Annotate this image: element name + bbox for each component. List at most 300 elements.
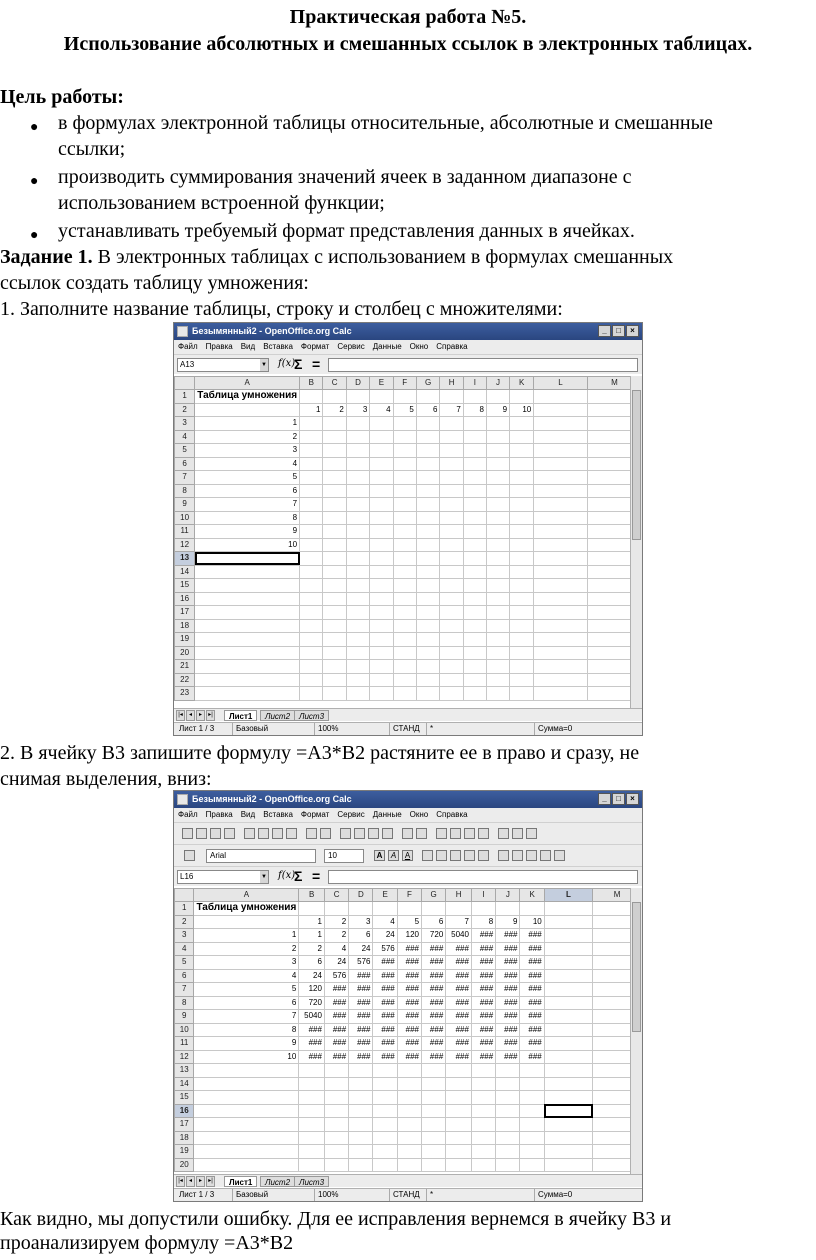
cell[interactable] bbox=[534, 390, 588, 404]
cell[interactable]: 9 bbox=[496, 915, 520, 929]
cell[interactable] bbox=[510, 525, 534, 539]
cell[interactable] bbox=[323, 687, 346, 701]
cell[interactable] bbox=[440, 457, 463, 471]
cell[interactable] bbox=[393, 430, 416, 444]
cell[interactable]: 576 bbox=[349, 956, 373, 970]
cell[interactable]: ### bbox=[446, 969, 472, 983]
maximize-button[interactable]: □ bbox=[612, 325, 625, 337]
column-header[interactable]: M bbox=[593, 889, 642, 902]
cell[interactable] bbox=[486, 646, 509, 660]
cell[interactable]: ### bbox=[373, 1010, 397, 1024]
cell[interactable] bbox=[300, 471, 323, 485]
row-header[interactable]: 15 bbox=[175, 579, 195, 593]
cell[interactable] bbox=[393, 660, 416, 674]
tab-sheet2[interactable]: Лист2 bbox=[260, 1176, 295, 1187]
cell[interactable] bbox=[393, 417, 416, 431]
cell[interactable] bbox=[300, 633, 323, 647]
styles-icon[interactable] bbox=[184, 850, 195, 861]
cell[interactable] bbox=[323, 538, 346, 552]
cell[interactable] bbox=[195, 565, 300, 579]
cell[interactable] bbox=[346, 511, 369, 525]
row-header[interactable]: 21 bbox=[175, 660, 195, 674]
column-header[interactable]: F bbox=[397, 889, 421, 902]
cell[interactable] bbox=[486, 606, 509, 620]
cell[interactable] bbox=[422, 1077, 446, 1091]
cell[interactable]: 576 bbox=[373, 942, 397, 956]
cell[interactable] bbox=[346, 457, 369, 471]
cell[interactable]: ### bbox=[496, 929, 520, 943]
row-header[interactable]: 17 bbox=[175, 606, 195, 620]
align-center-icon[interactable] bbox=[436, 850, 447, 861]
cell[interactable]: ### bbox=[446, 1050, 472, 1064]
cell[interactable] bbox=[323, 390, 346, 404]
cell[interactable] bbox=[397, 1064, 421, 1078]
cell[interactable] bbox=[463, 646, 486, 660]
cell[interactable]: ### bbox=[422, 983, 446, 997]
vertical-scrollbar[interactable] bbox=[630, 376, 642, 709]
cell[interactable]: 2 bbox=[299, 942, 325, 956]
minimize-button[interactable]: _ bbox=[598, 793, 611, 805]
cell[interactable] bbox=[471, 1118, 495, 1132]
menu-item[interactable]: Данные bbox=[372, 810, 402, 819]
row-header[interactable]: 10 bbox=[175, 1023, 194, 1037]
cell[interactable] bbox=[370, 660, 393, 674]
cell[interactable] bbox=[397, 1131, 421, 1145]
cell[interactable] bbox=[446, 1077, 472, 1091]
cell[interactable]: ### bbox=[349, 1037, 373, 1051]
cell[interactable]: ### bbox=[471, 996, 495, 1010]
cell[interactable] bbox=[440, 565, 463, 579]
sort-descending-icon[interactable] bbox=[464, 828, 475, 839]
cell[interactable] bbox=[463, 484, 486, 498]
cell[interactable]: 1 bbox=[195, 417, 300, 431]
row-header[interactable]: 23 bbox=[175, 687, 195, 701]
menu-item[interactable]: Окно bbox=[409, 342, 429, 351]
cell[interactable] bbox=[300, 619, 323, 633]
cell[interactable] bbox=[463, 606, 486, 620]
row-header[interactable]: 4 bbox=[175, 430, 195, 444]
cell[interactable] bbox=[324, 1064, 348, 1078]
cell[interactable] bbox=[370, 592, 393, 606]
align-right-icon[interactable] bbox=[450, 850, 461, 861]
edit-file-icon[interactable] bbox=[244, 828, 255, 839]
cell[interactable] bbox=[446, 1131, 472, 1145]
cell[interactable] bbox=[300, 660, 323, 674]
cell[interactable] bbox=[300, 687, 323, 701]
cell[interactable] bbox=[194, 1131, 299, 1145]
cell[interactable]: 4 bbox=[195, 457, 300, 471]
cell[interactable] bbox=[471, 1077, 495, 1091]
cell[interactable] bbox=[346, 538, 369, 552]
sum-icon[interactable]: Σ bbox=[294, 868, 303, 884]
cell[interactable] bbox=[463, 619, 486, 633]
new-document-icon[interactable] bbox=[182, 828, 193, 839]
cell[interactable]: ### bbox=[496, 969, 520, 983]
cell[interactable] bbox=[346, 687, 369, 701]
cell[interactable]: 3 bbox=[195, 444, 300, 458]
tab-sheet2[interactable]: Лист2 bbox=[260, 710, 295, 721]
cell[interactable]: 8 bbox=[195, 511, 300, 525]
cell[interactable] bbox=[393, 619, 416, 633]
cell[interactable] bbox=[370, 579, 393, 593]
row-header[interactable]: 17 bbox=[175, 1118, 194, 1132]
row-header[interactable]: 9 bbox=[175, 498, 195, 512]
cell[interactable]: ### bbox=[496, 1037, 520, 1051]
cell[interactable] bbox=[440, 687, 463, 701]
cell[interactable]: 4 bbox=[370, 403, 393, 417]
cell[interactable]: 3 bbox=[346, 403, 369, 417]
row-header[interactable]: 2 bbox=[175, 915, 194, 929]
cell[interactable] bbox=[440, 673, 463, 687]
cell[interactable] bbox=[510, 673, 534, 687]
cell[interactable] bbox=[393, 565, 416, 579]
cell[interactable] bbox=[534, 687, 588, 701]
cell[interactable] bbox=[393, 633, 416, 647]
menu-item[interactable]: Справка bbox=[436, 342, 468, 351]
cell[interactable] bbox=[463, 673, 486, 687]
cell[interactable] bbox=[534, 511, 588, 525]
cell[interactable]: ### bbox=[324, 996, 348, 1010]
cell[interactable] bbox=[416, 525, 440, 539]
cell[interactable] bbox=[195, 687, 300, 701]
cell[interactable] bbox=[486, 660, 509, 674]
cell[interactable] bbox=[346, 633, 369, 647]
cell[interactable]: ### bbox=[520, 1037, 544, 1051]
menu-item[interactable]: Формат bbox=[300, 810, 330, 819]
cell[interactable] bbox=[370, 525, 393, 539]
cell[interactable] bbox=[486, 552, 509, 566]
cell[interactable]: ### bbox=[299, 1023, 325, 1037]
cell[interactable] bbox=[510, 579, 534, 593]
row-header[interactable]: 14 bbox=[175, 1077, 194, 1091]
cell[interactable] bbox=[299, 1104, 325, 1118]
column-header[interactable]: B bbox=[300, 377, 323, 390]
cell[interactable]: ### bbox=[373, 983, 397, 997]
cell[interactable]: ### bbox=[520, 1023, 544, 1037]
cell[interactable] bbox=[544, 1091, 592, 1105]
cell[interactable] bbox=[195, 403, 300, 417]
cell[interactable] bbox=[486, 471, 509, 485]
cell[interactable] bbox=[194, 915, 299, 929]
cell[interactable] bbox=[463, 525, 486, 539]
cell[interactable] bbox=[323, 606, 346, 620]
cell[interactable] bbox=[300, 646, 323, 660]
cell[interactable] bbox=[544, 1010, 592, 1024]
cell[interactable]: ### bbox=[496, 956, 520, 970]
cell[interactable]: ### bbox=[422, 969, 446, 983]
open-icon[interactable] bbox=[196, 828, 207, 839]
cell[interactable] bbox=[300, 565, 323, 579]
cell[interactable] bbox=[194, 1104, 299, 1118]
cell[interactable] bbox=[440, 579, 463, 593]
cell[interactable] bbox=[544, 996, 592, 1010]
cell[interactable] bbox=[544, 983, 592, 997]
cell[interactable] bbox=[397, 1118, 421, 1132]
cell[interactable]: ### bbox=[446, 1023, 472, 1037]
cell[interactable]: ### bbox=[349, 969, 373, 983]
cell[interactable] bbox=[416, 417, 440, 431]
cell[interactable] bbox=[195, 592, 300, 606]
cell[interactable]: 7 bbox=[440, 403, 463, 417]
formula-input[interactable] bbox=[328, 870, 638, 884]
cell[interactable]: ### bbox=[471, 969, 495, 983]
row-header[interactable]: 13 bbox=[175, 552, 195, 566]
cell[interactable] bbox=[346, 390, 369, 404]
cell[interactable]: ### bbox=[422, 996, 446, 1010]
cell[interactable] bbox=[324, 1091, 348, 1105]
redo-icon[interactable] bbox=[416, 828, 427, 839]
cell[interactable]: ### bbox=[397, 942, 421, 956]
cell[interactable] bbox=[370, 606, 393, 620]
cell[interactable] bbox=[534, 457, 588, 471]
italic-icon[interactable]: A bbox=[388, 850, 399, 861]
cell[interactable]: ### bbox=[471, 956, 495, 970]
scrollbar-thumb[interactable] bbox=[632, 390, 641, 540]
page-preview-icon[interactable] bbox=[286, 828, 297, 839]
cell[interactable] bbox=[300, 673, 323, 687]
row-header[interactable]: 20 bbox=[175, 646, 195, 660]
cell[interactable] bbox=[194, 1118, 299, 1132]
menu-item[interactable]: Вид bbox=[240, 342, 256, 351]
navigator-icon[interactable] bbox=[512, 828, 523, 839]
cell[interactable] bbox=[416, 484, 440, 498]
last-sheet-icon[interactable]: ▸| bbox=[206, 1176, 215, 1187]
cell[interactable] bbox=[440, 538, 463, 552]
cell[interactable]: ### bbox=[520, 969, 544, 983]
cell[interactable] bbox=[486, 525, 509, 539]
cell[interactable] bbox=[416, 660, 440, 674]
cell[interactable]: ### bbox=[422, 956, 446, 970]
hyperlink-icon[interactable] bbox=[436, 828, 447, 839]
function-wizard-icon[interactable]: f(x) bbox=[278, 358, 296, 369]
column-header[interactable]: H bbox=[440, 377, 463, 390]
cell[interactable]: 2 bbox=[324, 929, 348, 943]
cell[interactable] bbox=[323, 457, 346, 471]
cell[interactable] bbox=[300, 592, 323, 606]
column-header[interactable]: A bbox=[194, 889, 299, 902]
cell[interactable] bbox=[486, 511, 509, 525]
gallery-icon[interactable] bbox=[526, 828, 537, 839]
cell[interactable] bbox=[300, 444, 323, 458]
merge-cells-icon[interactable] bbox=[478, 850, 489, 861]
cell[interactable] bbox=[510, 606, 534, 620]
next-sheet-icon[interactable]: ▸ bbox=[196, 710, 205, 721]
close-button[interactable]: × bbox=[626, 793, 639, 805]
cell[interactable] bbox=[416, 687, 440, 701]
column-header[interactable]: A bbox=[195, 377, 300, 390]
cell[interactable]: ### bbox=[324, 983, 348, 997]
cell[interactable] bbox=[416, 538, 440, 552]
cell[interactable] bbox=[496, 1104, 520, 1118]
cell[interactable] bbox=[195, 673, 300, 687]
cell[interactable] bbox=[300, 525, 323, 539]
cell[interactable] bbox=[195, 606, 300, 620]
cell[interactable] bbox=[510, 646, 534, 660]
cell[interactable] bbox=[346, 646, 369, 660]
cell[interactable] bbox=[346, 619, 369, 633]
cell[interactable] bbox=[510, 457, 534, 471]
sheet-title-cell[interactable]: Таблица умножения bbox=[194, 902, 299, 916]
row-header[interactable]: 10 bbox=[175, 511, 195, 525]
cell[interactable]: 5 bbox=[194, 983, 299, 997]
cell[interactable]: ### bbox=[299, 1050, 325, 1064]
cell[interactable]: 9 bbox=[486, 403, 509, 417]
cell[interactable] bbox=[446, 1091, 472, 1105]
cell[interactable]: ### bbox=[397, 1010, 421, 1024]
cell[interactable] bbox=[370, 646, 393, 660]
cell[interactable] bbox=[373, 1131, 397, 1145]
spellcheck-icon[interactable] bbox=[306, 828, 317, 839]
cell[interactable] bbox=[346, 417, 369, 431]
email-icon[interactable] bbox=[224, 828, 235, 839]
cell[interactable] bbox=[510, 565, 534, 579]
cell[interactable] bbox=[544, 915, 592, 929]
cell[interactable] bbox=[299, 1158, 325, 1172]
cell[interactable] bbox=[463, 687, 486, 701]
cell[interactable] bbox=[323, 673, 346, 687]
cell[interactable] bbox=[486, 633, 509, 647]
cell[interactable] bbox=[534, 606, 588, 620]
column-header[interactable]: J bbox=[486, 377, 509, 390]
cell[interactable]: 7 bbox=[195, 498, 300, 512]
column-header[interactable]: C bbox=[323, 377, 346, 390]
cell[interactable] bbox=[520, 1158, 544, 1172]
cell[interactable] bbox=[463, 390, 486, 404]
cell[interactable] bbox=[440, 430, 463, 444]
cell[interactable] bbox=[416, 565, 440, 579]
column-header[interactable]: E bbox=[373, 889, 397, 902]
cell[interactable] bbox=[393, 444, 416, 458]
cell[interactable]: ### bbox=[324, 1010, 348, 1024]
cell[interactable] bbox=[534, 660, 588, 674]
cell[interactable] bbox=[520, 1077, 544, 1091]
cell[interactable]: ### bbox=[324, 1050, 348, 1064]
menu-item[interactable]: Файл bbox=[178, 810, 198, 819]
cell[interactable] bbox=[299, 1064, 325, 1078]
cell[interactable] bbox=[416, 606, 440, 620]
row-header[interactable]: 2 bbox=[175, 403, 195, 417]
maximize-button[interactable]: □ bbox=[612, 793, 625, 805]
cell[interactable] bbox=[346, 430, 369, 444]
cell[interactable] bbox=[346, 498, 369, 512]
cell[interactable] bbox=[463, 538, 486, 552]
cell[interactable] bbox=[534, 552, 588, 566]
cell[interactable]: 5040 bbox=[299, 1010, 325, 1024]
cell[interactable]: 720 bbox=[299, 996, 325, 1010]
column-header[interactable]: E bbox=[370, 377, 393, 390]
row-header[interactable]: 12 bbox=[175, 538, 195, 552]
menu-item[interactable]: Данные bbox=[372, 342, 402, 351]
cell[interactable] bbox=[373, 1104, 397, 1118]
cell[interactable]: 1 bbox=[300, 403, 323, 417]
cell[interactable] bbox=[422, 1158, 446, 1172]
cell[interactable] bbox=[440, 646, 463, 660]
cell[interactable] bbox=[323, 619, 346, 633]
cell[interactable]: 4 bbox=[194, 969, 299, 983]
cell[interactable] bbox=[463, 592, 486, 606]
cell[interactable] bbox=[486, 498, 509, 512]
row-header[interactable]: 12 bbox=[175, 1050, 194, 1064]
cell[interactable] bbox=[370, 538, 393, 552]
cell[interactable] bbox=[534, 484, 588, 498]
cell[interactable] bbox=[440, 660, 463, 674]
cell[interactable] bbox=[323, 552, 346, 566]
cell[interactable] bbox=[463, 457, 486, 471]
column-header[interactable]: F bbox=[393, 377, 416, 390]
cell[interactable] bbox=[544, 956, 592, 970]
close-button[interactable]: × bbox=[626, 325, 639, 337]
cell[interactable] bbox=[300, 484, 323, 498]
cell[interactable] bbox=[370, 484, 393, 498]
cell[interactable] bbox=[323, 444, 346, 458]
cell[interactable] bbox=[440, 633, 463, 647]
cell[interactable] bbox=[544, 1145, 592, 1159]
cell[interactable]: ### bbox=[496, 942, 520, 956]
cell[interactable]: 24 bbox=[373, 929, 397, 943]
cell[interactable]: ### bbox=[397, 956, 421, 970]
cell[interactable] bbox=[194, 1064, 299, 1078]
row-header[interactable]: 8 bbox=[175, 484, 195, 498]
cell[interactable]: 5 bbox=[397, 915, 421, 929]
paste-icon[interactable] bbox=[368, 828, 379, 839]
cell[interactable] bbox=[195, 619, 300, 633]
column-header[interactable]: H bbox=[446, 889, 472, 902]
cell[interactable] bbox=[393, 525, 416, 539]
cell[interactable] bbox=[324, 1077, 348, 1091]
add-decimal-icon[interactable] bbox=[540, 850, 551, 861]
cell[interactable]: ### bbox=[446, 1037, 472, 1051]
cell[interactable] bbox=[486, 444, 509, 458]
cell[interactable]: ### bbox=[373, 1023, 397, 1037]
cell[interactable] bbox=[440, 498, 463, 512]
cell[interactable] bbox=[393, 646, 416, 660]
cell[interactable]: 5 bbox=[195, 471, 300, 485]
cell[interactable] bbox=[440, 471, 463, 485]
cell[interactable] bbox=[349, 1077, 373, 1091]
cell[interactable] bbox=[534, 565, 588, 579]
cell[interactable] bbox=[397, 1145, 421, 1159]
cell[interactable]: 3 bbox=[194, 956, 299, 970]
column-header[interactable]: D bbox=[346, 377, 369, 390]
cell[interactable]: 6 bbox=[422, 915, 446, 929]
cell[interactable] bbox=[397, 1091, 421, 1105]
column-header[interactable]: I bbox=[471, 889, 495, 902]
cell[interactable]: ### bbox=[520, 929, 544, 943]
cell[interactable]: ### bbox=[446, 1010, 472, 1024]
cell[interactable] bbox=[370, 673, 393, 687]
cell[interactable] bbox=[393, 498, 416, 512]
cell[interactable] bbox=[544, 1131, 592, 1145]
cell[interactable] bbox=[346, 471, 369, 485]
cell[interactable] bbox=[534, 633, 588, 647]
export-pdf-icon[interactable] bbox=[258, 828, 269, 839]
cell[interactable] bbox=[300, 457, 323, 471]
cell[interactable] bbox=[393, 606, 416, 620]
cell[interactable] bbox=[534, 471, 588, 485]
cell[interactable] bbox=[544, 1158, 592, 1172]
cell[interactable] bbox=[510, 660, 534, 674]
cell[interactable] bbox=[300, 579, 323, 593]
tab-sheet1[interactable]: Лист1 bbox=[224, 1176, 257, 1187]
cell[interactable]: 9 bbox=[194, 1037, 299, 1051]
cell[interactable] bbox=[324, 902, 348, 916]
cell[interactable] bbox=[416, 633, 440, 647]
cell[interactable] bbox=[349, 902, 373, 916]
cell[interactable] bbox=[440, 525, 463, 539]
cell[interactable] bbox=[416, 471, 440, 485]
cell[interactable] bbox=[299, 1091, 325, 1105]
cell[interactable]: ### bbox=[349, 1023, 373, 1037]
